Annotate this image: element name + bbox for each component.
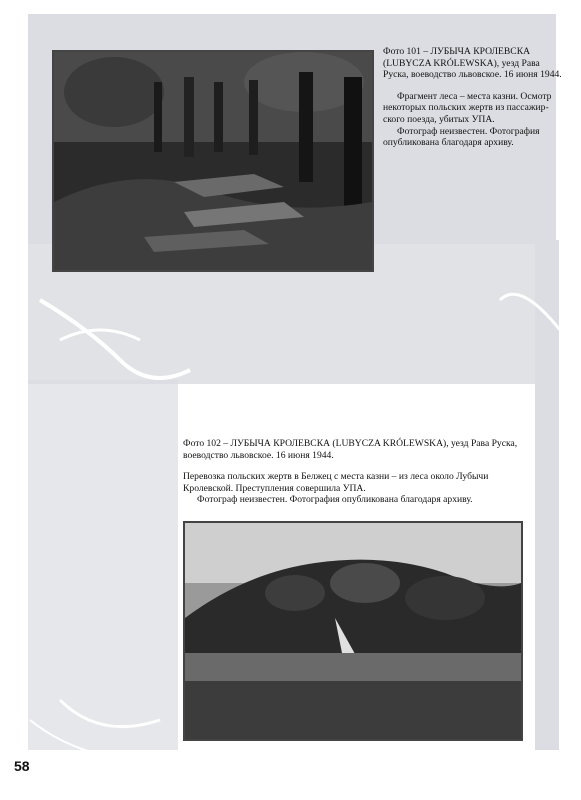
photo-102-caption-title: Фото 102 – ЛУБЫЧА КРОЛЕВСКА (LUBYCZA KRÓLEWSKA), уезд Рава Руска, воеводство львовское. 16 июня 1944. xyxy=(183,438,518,461)
photo-101-image xyxy=(54,52,372,270)
photo-102-transport-of-victims xyxy=(183,521,523,741)
photo-102-caption-body: Перевозка польских жертв в Белжец с места казни – из леса около Лубычи Кролевской. Преступления совершила УПА. xyxy=(183,471,489,494)
photo-101-caption-title: Фото 101 – ЛУБЫЧА КРОЛЕВСКА (LUBYCZA KRÓLEWSKA), уезд Рава Руска, воеводство львовское. 16 июня 1944. xyxy=(383,46,562,81)
page-number: 58 xyxy=(14,758,30,774)
photo-102-caption xyxy=(183,438,528,506)
photo-101-caption-credit: Фотограф неизвестен. Фотография опубликована благодаря архиву. xyxy=(383,125,540,149)
photo-101-caption xyxy=(383,46,563,149)
photo-101-forest-execution-site xyxy=(52,50,374,272)
photo-101-caption-body: Фрагмент леса – места казни. Осмотр некоторых польских жертв из пассажир-ского поезда, убитых УПА. xyxy=(383,90,552,125)
photo-102-caption-credit: Фотограф неизвестен. Фотография опубликована благодаря архиву. xyxy=(197,494,473,506)
photo-102-image xyxy=(185,523,521,739)
